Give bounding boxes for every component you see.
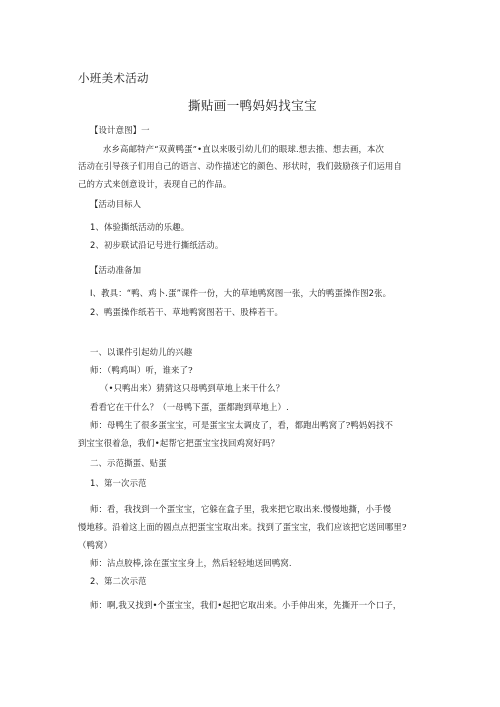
paragraph-line: （鸭窝） (78, 540, 113, 550)
preparation-item: 2、鸭蛋操作纸若干、草地鸭窝图若干、股棒若干。 (90, 307, 284, 317)
paragraph-line: 师：看，我找到一个蛋宝宝，它躲在盒子里，我来把它取出来.慢慢地撕，小手慢 (90, 504, 392, 514)
paragraph-line: 活动在引导孩子们用自己的语言、动作描述它的颜色、形状时，我们鼓励孩子们运用自 (78, 161, 402, 171)
goal-item: 1、体验撕纸活动的乐趣。 (90, 222, 190, 232)
paragraph-line: 师：啊,我又找到•个蛋宝宝，我们•起把它取出来。小手伸出来，先撕开一个口子， (90, 600, 402, 610)
document-title: 撕贴画一鸭妈妈找宝宝 (188, 98, 318, 113)
section-heading-preparation: 【活动准备加 (90, 265, 142, 275)
paragraph-line: 到宝宝很着急，我们•起帮它把蛋宝宝找回鸡窝好吗？ (78, 438, 280, 448)
preparation-item: I、教具：“鸭、鸡卜.蛋”课件一份，大的草地鸭窝图一张，大的鸭蛋操作图2张。 (90, 288, 392, 298)
paragraph-line: 师：母鸭生了很多蛋宝宝，可是蛋宝宝太调皮了，看，都跑出鸭窝了?鸭妈妈找不 (90, 420, 394, 430)
paragraph-line: 看看它在干什么？（一母鸭下蛋，蛋都跑到草地上）. (90, 402, 289, 412)
step-heading: 一、以课件引起幼儿的兴趣 (90, 347, 193, 357)
paragraph-line: 慢地移。沿着这上面的圆点点把蛋宝宝取出来。找到了蛋宝宝，我们应该把它送回哪里? (78, 522, 407, 532)
paragraph-line: 己的方式来创意设计，表现自己的作品。 (78, 179, 232, 189)
category-heading: 小班美术活动 (78, 71, 149, 85)
sub-step-heading: 1、第一次示范 (90, 478, 147, 488)
section-heading-design-intent: 【设计意图】一 (90, 125, 150, 135)
paragraph-line: （•只鸭出来）猜猜这只母鸭到草地上来干什么？ (100, 383, 285, 393)
goal-item: 2、初步联试沿记号进行撕纸活动。 (90, 240, 224, 250)
sub-step-heading: 2、第二次示范 (90, 576, 147, 586)
paragraph-line: 师：沾点胶棒,涂在蛋宝宝身上，然后轻轻地送回鸭窝. (90, 558, 292, 568)
step-heading: 二、示范撕蛋、贴蛋 (90, 458, 167, 468)
paragraph-line: 水乡高邮特产“双黄鸭蛋”•直以来吸引幼儿们的眼球.想去推、想去画，本次 (103, 144, 385, 154)
paragraph-line: 师：（鸭鸡叫）听，谁来了? (90, 365, 193, 375)
section-heading-goals: 【活动目标人 (90, 199, 142, 209)
